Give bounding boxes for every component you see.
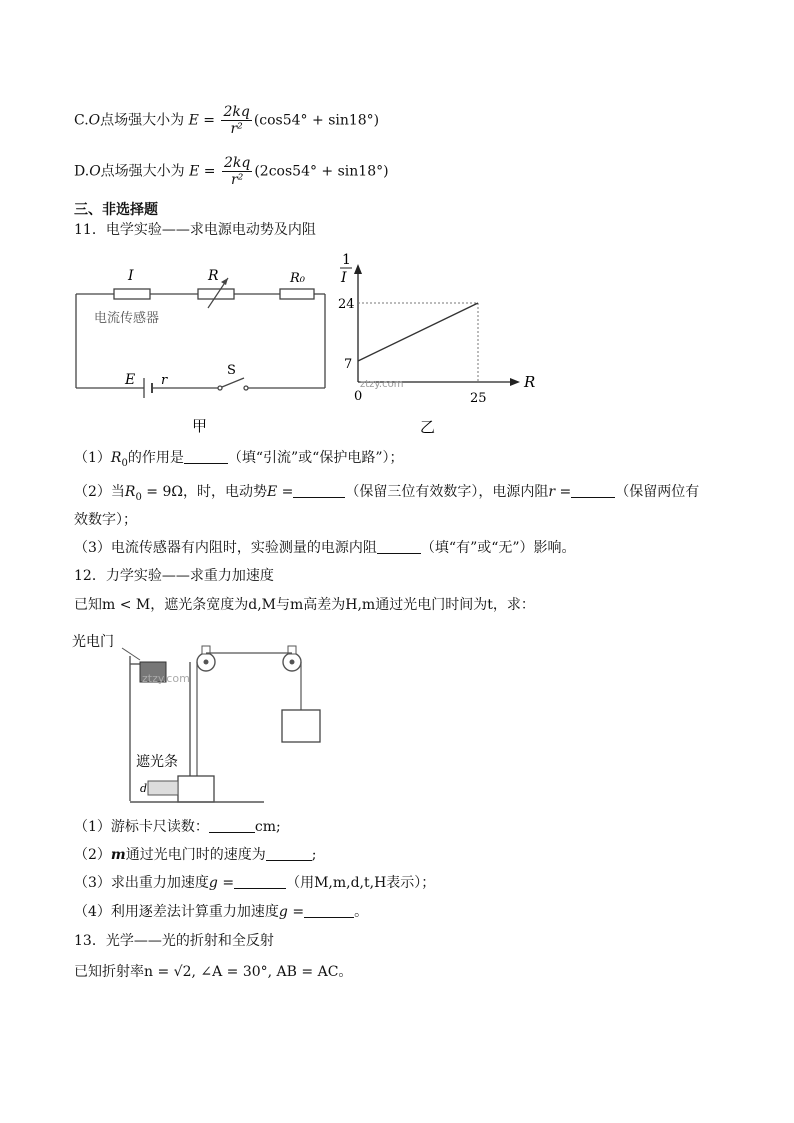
q11-sub2 <box>74 482 699 508</box>
q12-sub1 <box>74 817 281 837</box>
answer-blank[interactable] <box>209 818 255 833</box>
q12-sub1-text: （1）游标卡尺读数： <box>74 819 209 835</box>
graph-diagram <box>330 250 550 440</box>
hanging-block <box>282 710 320 742</box>
q11-sub3-hint: （填“有”或“无”）影响。 <box>420 540 576 556</box>
q11-sub2-hint: （保留两位有 <box>615 484 700 500</box>
answer-blank[interactable] <box>234 874 286 889</box>
data-line <box>358 303 478 361</box>
q11-sub1-text: 的作用是 <box>127 450 184 466</box>
option-d-letter: D. <box>74 163 90 180</box>
gate-label: 光电门 <box>72 634 114 650</box>
x-tick-25: 25 <box>470 391 487 406</box>
q11-sub2-r0-sub: 0 <box>135 491 142 503</box>
q12-sub4-text: （4）利用逐差法计算重力加速度 <box>74 904 279 920</box>
q11-sub2-r0: R <box>124 484 136 500</box>
q11-sub1-r0-sub: 0 <box>121 457 128 469</box>
x-axis-arrow <box>510 378 520 386</box>
option-c-point: O <box>88 112 101 129</box>
y-axis-arrow <box>354 264 362 274</box>
y-label-den: I <box>341 270 347 286</box>
q12-sub3-hint: （用M,m,d,t,H表示）； <box>286 875 436 891</box>
q11-sub1 <box>74 448 403 474</box>
label-small-r: r <box>161 373 168 388</box>
strip-label: 遮光条 <box>136 754 178 770</box>
q11-sub2-e: E = <box>267 484 294 500</box>
q12-sub2 <box>74 845 316 865</box>
option-c-expression: (cos54° + sin18°) <box>253 112 380 129</box>
option-d <box>74 155 389 188</box>
q12-sub4 <box>74 902 368 922</box>
option-c-text: 点场强大小为 <box>100 112 185 129</box>
q12-sub4-g: g = <box>278 904 305 920</box>
label-s: S <box>227 363 236 378</box>
option-c-numerator: 2kq <box>223 104 250 120</box>
option-c-letter: C. <box>74 112 89 129</box>
q13-given: 已知折射率n = √2, ∠A = 30°, AB = AC。 <box>74 964 353 980</box>
ground-block <box>178 776 214 802</box>
gate-pointer <box>122 648 140 660</box>
option-c <box>74 104 379 137</box>
rheostat <box>198 289 234 299</box>
q11-sub2-cont: 效数字）； <box>74 512 137 528</box>
q11-sub1-r0: R <box>110 450 122 466</box>
caption-jia: 甲 <box>192 417 208 435</box>
q12-sub3 <box>74 873 435 893</box>
origin-label: 0 <box>354 389 363 404</box>
option-d-denominator: r² <box>231 172 244 188</box>
answer-blank[interactable] <box>266 846 312 861</box>
q11-sub3-text: （3）电流传感器有内阻时，实验测量的电源内阻 <box>74 540 377 556</box>
q11-sub2-number: （2）当 <box>74 484 125 500</box>
label-r0: R₀ <box>290 271 305 286</box>
sensor-resistor <box>114 289 150 299</box>
q12-sub4-end: 。 <box>354 904 369 920</box>
option-c-denominator: r² <box>230 121 243 137</box>
q12-title: 12．力学实验——求重力加速度 <box>74 568 274 584</box>
y-tick-7: 7 <box>344 357 353 372</box>
pulley-diagram <box>72 626 332 808</box>
q11-sub3 <box>74 538 576 558</box>
q11-sub2-r: r = <box>548 484 572 500</box>
option-d-fraction <box>222 155 252 188</box>
label-r: R <box>208 268 219 284</box>
q12-sub3-g: g = <box>208 875 235 891</box>
answer-blank[interactable] <box>184 449 228 464</box>
y-tick-24: 24 <box>338 297 355 312</box>
q11-sub2-text: （保留三位有效数字），电源内阻 <box>345 484 549 500</box>
answer-blank[interactable] <box>377 539 421 554</box>
switch-blade <box>222 378 244 387</box>
q11-sub1-hint: （填“引流”或“保护电路”）； <box>227 450 404 466</box>
option-d-numerator: 2kq <box>223 155 251 171</box>
light-strip <box>148 781 178 795</box>
option-d-point: O <box>89 163 101 180</box>
q12-sub2-m: m <box>110 847 126 863</box>
q11-title: 11．电学实验——求电源电动势及内阻 <box>74 222 316 238</box>
watermark-yi: ztzy.com <box>360 379 404 390</box>
r0-resistor <box>280 289 314 299</box>
q12-sub2-end: ; <box>311 847 317 863</box>
answer-blank[interactable] <box>304 903 354 918</box>
answer-blank[interactable] <box>571 483 615 498</box>
option-c-fraction <box>221 104 251 137</box>
circuit-diagram <box>70 258 332 438</box>
watermark-12: ztzy.com <box>142 672 190 685</box>
q11-sub1-number: （1） <box>74 450 111 466</box>
q12-sub2-text: 通过光电门时的速度为 <box>125 847 266 863</box>
q12-sub2-number: （2） <box>74 847 111 863</box>
x-label: R <box>524 373 536 391</box>
q12-sub3-text: （3）求出重力加速度 <box>74 875 209 891</box>
caption-yi: 乙 <box>420 418 436 436</box>
q12-sub1-unit: cm; <box>254 819 281 835</box>
y-label-num: 1 <box>342 252 351 268</box>
d-label: d <box>140 782 148 795</box>
answer-blank[interactable] <box>293 483 345 498</box>
label-i: I <box>128 268 134 284</box>
option-d-text: 点场强大小为 <box>100 163 185 180</box>
q11-sub2-condition: = 9Ω，时，电动势 <box>141 484 267 500</box>
option-c-lhs: E = <box>188 112 216 129</box>
option-d-lhs: E = <box>189 163 216 180</box>
q12-given: 已知m < M，遮光条宽度为d,M与m高差为H,m通过光电门时间为t，求： <box>74 597 535 613</box>
label-e: E <box>125 372 136 388</box>
q13-title: 13．光学——光的折射和全反射 <box>74 933 274 949</box>
option-d-expression: (2cos54° + sin18°) <box>254 163 389 180</box>
sensor-label: 电流传感器 <box>94 311 160 326</box>
section-title: 三、非选择题 <box>74 202 158 218</box>
